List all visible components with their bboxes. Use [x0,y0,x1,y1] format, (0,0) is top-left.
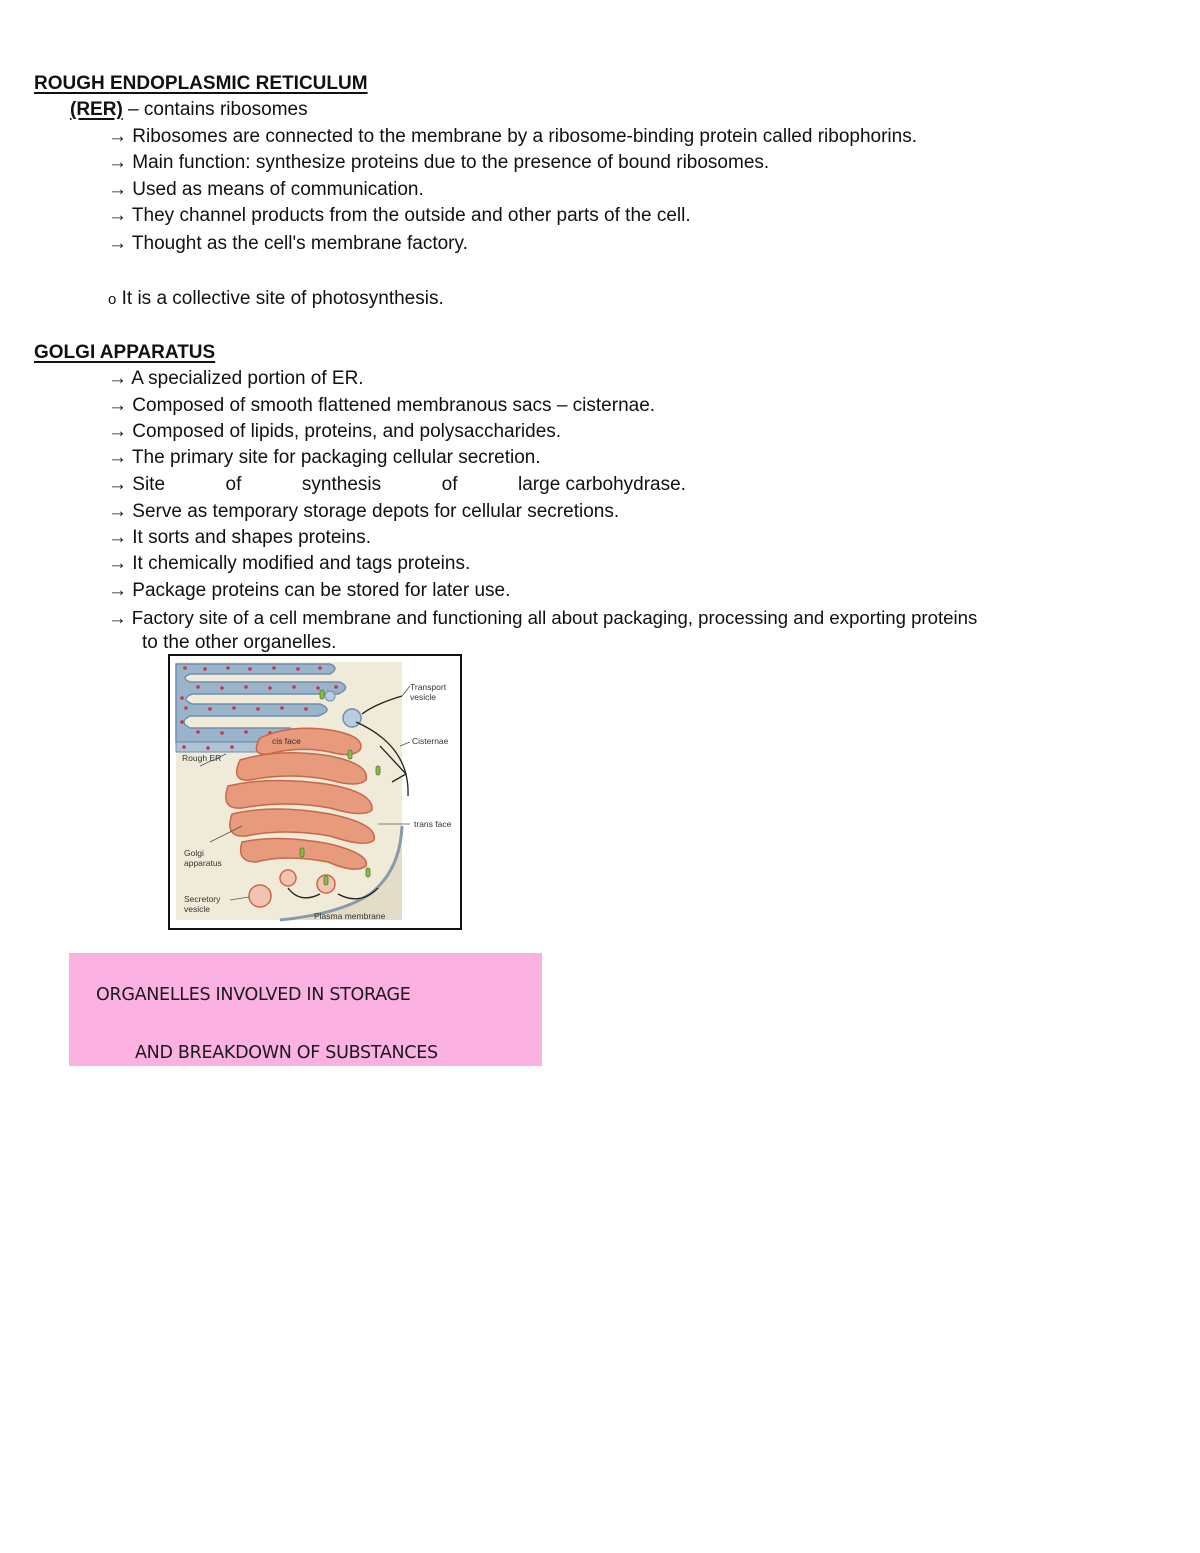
rer-abbreviation-description: – contains ribosomes [122,99,308,120]
golgi-point: → It chemically modified and tags proteins. [108,553,471,574]
label-transport-vesicle: vesicle [410,692,436,702]
label-trans-face: trans face [414,819,452,829]
storage-box-line-1: ORGANELLES INVOLVED IN STORAGE [96,985,411,1005]
golgi-point: → Composed of smooth flattened membranous sacs – cisternae. [108,395,656,416]
golgi-point: → It sorts and shapes proteins. [108,527,371,548]
rer-subtitle [70,98,308,122]
golgi-point: → Package proteins can be stored for later use. [108,580,511,601]
secretory-vesicle-small [280,870,296,886]
label-golgi-apparatus: Golgi [184,848,204,858]
circle-bullet-icon: o [108,291,117,308]
rer-point: → Main function: synthesize proteins due to the presence of bound ribosomes. [108,152,770,173]
rer-point: → They channel products from the outside and other parts of the cell. [108,205,691,226]
golgi-point-continuation: to the other organelles. [142,632,337,653]
label-golgi-apparatus: apparatus [184,858,222,868]
transport-vesicle-small [325,691,335,701]
golgi-heading: GOLGI APPARATUS [34,342,216,363]
label-secretory-vesicle: Secretory [184,894,221,904]
golgi-point: → The primary site for packaging cellular secretion. [108,447,541,468]
storage-box-line-2: AND BREAKDOWN OF SUBSTANCES [135,1043,438,1063]
golgi-figure [168,654,462,930]
label-secretory-vesicle: vesicle [184,904,210,914]
golgi-spaced-word: of [441,474,458,495]
rer-abbreviation: (RER) [70,99,123,120]
rer-point: → Ribosomes are connected to the membrane by a ribosome-binding protein called ribophorins. [108,126,917,147]
golgi-point: → Composed of lipids, proteins, and polysaccharides. [108,421,562,442]
label-rough-er: Rough ER [182,753,222,763]
golgi-point: → Factory site of a cell membrane and functioning all about packaging, processing and exporting proteins [108,607,978,628]
transport-vesicle-shape [343,709,361,727]
golgi-spaced-word: large carbohydrase. [518,474,686,495]
rer-circle-point [108,287,444,312]
rer-heading: ROUGH ENDOPLASMIC RETICULUM [34,73,368,94]
rer-circle-point-text: It is a collective site of photosynthesis. [121,288,444,309]
secretory-vesicle-shape [249,885,271,907]
golgi-point: → A specialized portion of ER. [108,368,364,389]
golgi-spaced-word: synthesis [301,474,382,495]
golgi-point-spaced [108,473,686,497]
label-plasma-membrane: Plasma membrane [314,911,386,921]
golgi-spaced-word: → Site [108,474,166,495]
golgi-point: → Serve as temporary storage depots for cellular secretions. [108,501,620,522]
label-transport-vesicle: Transport [410,682,447,692]
label-cisternae: Cisternae [412,736,449,746]
rer-point: → Used as means of communication. [108,179,424,200]
rer-point: → Thought as the cell's membrane factory. [108,233,468,254]
golgi-illustration [170,656,460,928]
label-cis-face: cis face [272,736,301,746]
golgi-spaced-word: of [225,474,242,495]
storage-organelles-box [69,953,542,1066]
